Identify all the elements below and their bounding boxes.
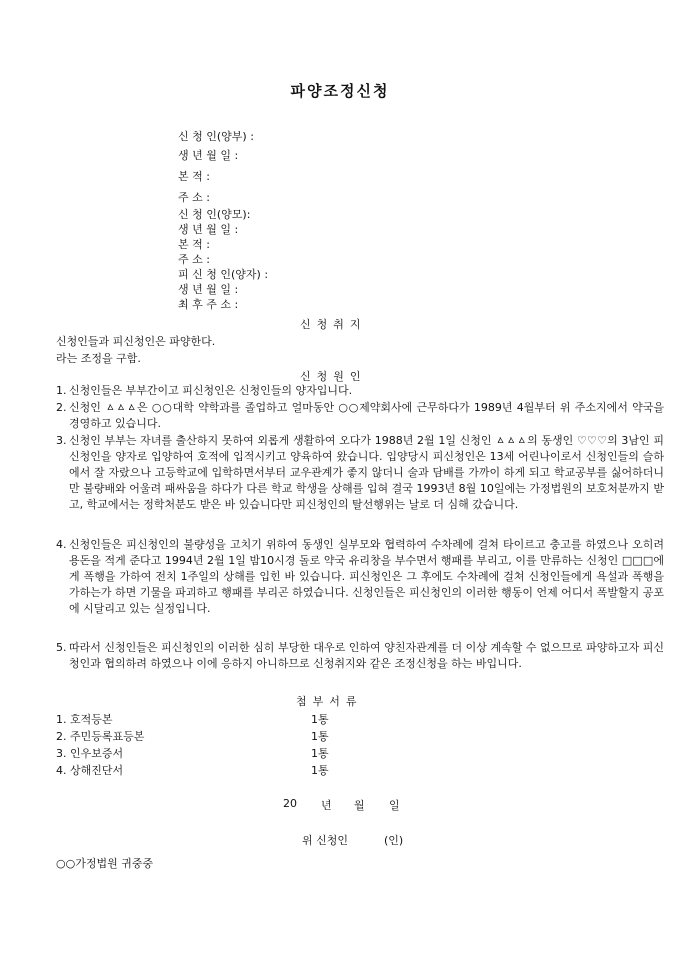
signature-seal: (인) bbox=[384, 834, 404, 847]
reason-item-5 bbox=[56, 640, 664, 672]
reason-number: 1. bbox=[56, 384, 67, 397]
applicant-field-3: 본 적 : bbox=[178, 170, 210, 183]
attachment-label-2: 2. 주민등록표등본 bbox=[56, 730, 145, 743]
attachment-count-3: 1통 bbox=[311, 747, 329, 760]
document-title: 파양조정신청 bbox=[290, 82, 390, 100]
applicant-field-8: 주 소 : bbox=[178, 253, 210, 266]
reasons-heading: 신청원인 bbox=[300, 370, 367, 383]
attachment-label-4: 4. 상해진단서 bbox=[56, 764, 124, 777]
reason-number: 3. bbox=[56, 434, 67, 447]
reason-text: 따라서 신청인들은 피신청인의 이러한 심히 부당한 대우로 인하여 양친자관계를 더 이상 계속할 수 없으므로 파양하고자 피신청인과 협의하려 하였으나 이에 응하지 아니하므로 신청취지와 같은 조정신청을 하는 바입니다. bbox=[69, 641, 664, 670]
reason-item-3 bbox=[56, 433, 664, 513]
date-year-unit: 년 bbox=[321, 799, 332, 812]
reason-text: 신청인 부부는 자녀를 출산하지 못하여 외롭게 생활하여 오다가 1988년 2월 1일 신청인 ㅿㅿㅿ의 동생인 ♡♡♡의 3남인 피신청인을 양자로 입양하여 호적에 입적시키고 양육하여 왔습니다. 입양당시 피신청인은 13세 어린나이로서 신청인들의 슬하에서 잘 자랐으나 고등학교에 입학하면서부터 교우관계가 좋지 않더니 술과 담배를 가까이 하게 되고 학교공부를 싫어하더니만 불량배와 어울려 패싸움을 하다가 다른 학교 학생을 상해를 입혀 결국 1993년 8월 10일에는 가정법원의 보호처분까지 받고, 학교에서는 정학처분도 받은 바 있습니다만 피신청인의 탈선행위는 날로 더 심해 갔습니다. bbox=[69, 434, 664, 511]
applicant-field-1: 신 청 인(양부) : bbox=[178, 130, 254, 143]
reason-text: 신청인들은 피신청인의 불량성을 고치기 위하여 동생인 실부모와 협력하여 수차례에 걸쳐 타이르고 충고를 하였으나 오히려 용돈을 적게 준다고 1994년 2월 1일 밤10시경 돌로 약국 유리창을 부수면서 행패를 부리고, 이를 만류하는 신청인 □□□에게 폭행을 가하여 전치 1주일의 상해를 입힌 바 있습니다. 피신청인은 그 후에도 수차례에 걸쳐 신청인들에게 욕설과 폭행을 가하는가 하면 기물을 파괴하고 행패를 부리곤 하였습니다. 신청인들은 피신청인의 이러한 행동이 언제 어디서 폭발할지 공포에 시달리고 있는 실정입니다. bbox=[69, 538, 664, 615]
date-month-unit: 월 bbox=[354, 799, 365, 812]
attachment-label-3: 3. 인우보증서 bbox=[56, 747, 124, 760]
reason-text: 신청인 ㅿㅿㅿ은 ○○대학 약학과를 졸업하고 얼마동안 ○○제약회사에 근무하다가 1989년 4월부터 위 주소지에서 약국을 경영하고 있습니다. bbox=[69, 401, 664, 430]
applicant-field-7: 본 적 : bbox=[178, 238, 210, 251]
applicant-field-2: 생 년 월 일 : bbox=[178, 149, 239, 162]
reason-number: 4. bbox=[56, 538, 67, 551]
reason-item-2 bbox=[56, 400, 664, 432]
reason-item-1 bbox=[56, 383, 664, 399]
purpose-line-1: 신청인들과 피신청인은 파양한다. bbox=[56, 335, 216, 348]
reason-text: 신청인들은 부부간이고 피신청인은 신청인들의 양자입니다. bbox=[69, 384, 353, 397]
respondent-field-3: 최 후 주 소 : bbox=[178, 298, 239, 311]
attachment-count-1: 1통 bbox=[311, 713, 329, 726]
reason-number: 5. bbox=[56, 641, 67, 654]
respondent-field-1: 피 신 청 인(양자) : bbox=[178, 268, 269, 281]
attachment-label-1: 1. 호적등본 bbox=[56, 713, 113, 726]
purpose-line-2: 라는 조정을 구함. bbox=[56, 352, 141, 365]
signature-label: 위 신청인 bbox=[302, 834, 349, 847]
applicant-field-5: 신 청 인(양모): bbox=[178, 208, 251, 221]
date-day-unit: 일 bbox=[389, 799, 400, 812]
attachments-heading: 첨부서류 bbox=[296, 695, 363, 708]
date-year: 20 bbox=[283, 797, 297, 810]
applicant-field-6: 생 년 월 일 : bbox=[178, 223, 239, 236]
applicant-field-4: 주 소 : bbox=[178, 191, 210, 204]
respondent-field-2: 생 년 월 일 : bbox=[178, 283, 239, 296]
reason-item-4 bbox=[56, 537, 664, 617]
court-addressee: ○○가정법원 귀중중 bbox=[56, 857, 154, 870]
purpose-heading: 신청취지 bbox=[300, 318, 367, 331]
reason-number: 2. bbox=[56, 401, 67, 414]
attachment-count-2: 1통 bbox=[311, 730, 329, 743]
attachment-count-4: 1통 bbox=[311, 764, 329, 777]
